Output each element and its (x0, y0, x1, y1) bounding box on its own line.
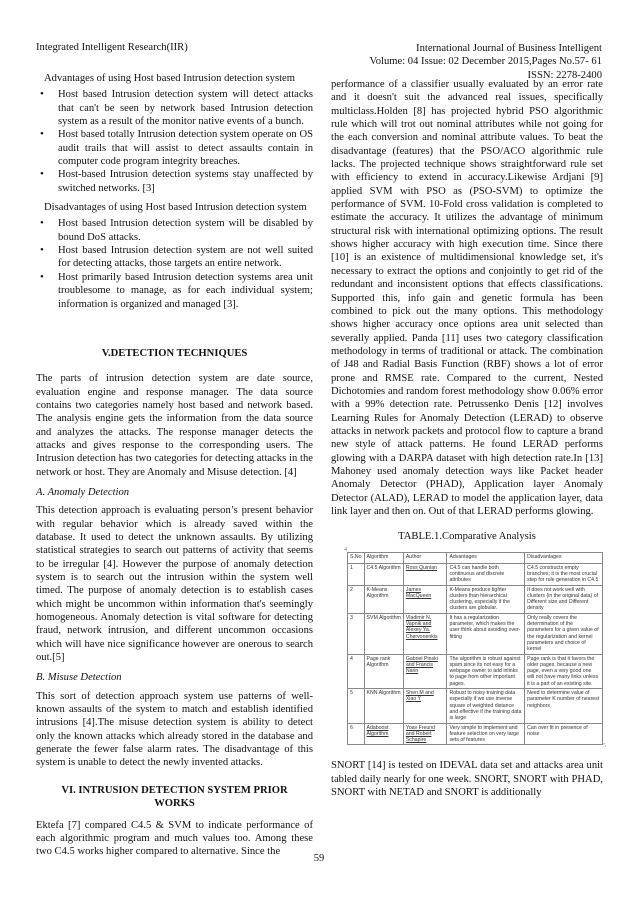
disadvantages-heading: Disadvantages of using Host based Intrusion detection system (44, 202, 307, 214)
table-cell: 5 (348, 689, 365, 723)
disadvantages-list (36, 217, 313, 310)
table-header: Disadvantages (525, 552, 603, 563)
section-title-line: VI. INTRUSION DETECTION SYSTEM PRIOR (61, 784, 288, 796)
table-cell: It has a regularization parameter, which makes the user think about avoiding over-fitting (447, 613, 525, 654)
advantages-heading: Advantages of using Host based Intrusion detection system (44, 73, 295, 84)
paragraph: This detection approach is evaluating person’s present behavior with regular behavior which is already saved within the database. It used to detect the unknown assaults. By utilizing statistical strategies to search out patterns of activity that seems to be irregular [4]. However the purpose of anomaly detection system is to search out the intrusion within the system well timed. The purpose of anomaly detection is to establish cases which might be uncommon within information that's seemingly homogeneous. Anomaly detection is vital software for detecting fraud, network intrusion, and different uncommon occasions which will have nice significance however are onerous to search out.[5] (36, 505, 313, 664)
table-header: Author (403, 552, 447, 563)
table-cell: K-Means produce tighter clusters than hierarchical clustering, especially if the clusters are globular. (447, 585, 525, 613)
table-cell: Can over fit in presence of noise (525, 723, 603, 745)
subsection-title-misuse: B. Misuse Detection (36, 672, 122, 684)
table-row (348, 613, 603, 654)
table-header: Advantages (447, 552, 525, 563)
paragraph: This sort of detection approach system use patterns of well-known assaults of the system to match and establish identified intrusions [4].The misuse detection system is ability to detect only the known attacks which already stored in the database and generate the fewer false alarm rates. The disadvantage of this system is unable to detect the newly invented attacks. (36, 690, 313, 769)
paragraph: Ektefa [7] compared C4.5 & SVM to indicate performance of each algorithmic program and much values too. Among these two C4.5 works higher compared to alternative. Since the (36, 819, 313, 858)
section-title-line: WORKS (154, 798, 195, 810)
section-title-detection-techniques: V.DETECTION TECHNIQUES (101, 347, 248, 359)
list-item: • Host based Intrusion detection system will be disabled by bound DoS attacks. (36, 217, 313, 244)
table-corner-mark: 4 (344, 546, 347, 553)
table-cell: Very simple to implement and feature selection on very large sets of features (447, 723, 525, 745)
table-cell: Adaboost Algorithm (364, 723, 403, 745)
list-item: • Host based totally Intrusion detection system operate on OS audit trails that will assist to detect assaults contain in computer code program integrity breaches. (36, 128, 313, 168)
table-cell: 1 (348, 563, 365, 585)
table-cell: Only really covers the determination of the parameters for a given value of the regularization and kernel parameters and choice of kernel (525, 613, 603, 654)
journal-issn: ISSN: 2278-2400 (527, 69, 602, 81)
table-cell: 6 (348, 723, 365, 745)
paragraph: performance of a classifier usually evaluated by an error rate and it doesn't suit the advanced real issues, specifically multiclass.Holden [8] has projected hybrid PSO algorithmic rule which will trot out nominal attributes while not going for the each conversion and nominal attribute values. To beat the disadvantage (features) that the PSO/ACO algorithmic rule lacks. The projected technique shows straightforward rule set with efficiency to extend in accuracy.Likewise Ardjani [9] applied SVM with PSO as (PSO-SVM) to optimize the performance of SVM. 10-Fold cross validation is completed to estimate the accuracy. It utilizes the advantage of minimum structural risk with international optimizing options. The result shows higher accuracy with high execution time. Since there [10] is an existence of multidimensional knowledge set, it's necessary to extract the options and conjointly to get rid of the redundant and inconsistent options that effects classifications. Supported this, info gain and genetic formula has been combined to pick out the many options. This methodology shows higher accuracy once options area unit selected than severally applied. Panda [11] uses two category classification methodology in terms of traditional or attack. The combination of J48 and Radial Basis Function (RBF) shows a lot of error prone and RMSE rate. Compared to the current, Nested Dichotomies and random forest methodology show 0.06% error with a 99% detection rate. Petrussenko Denis [12] involves Learning Rules for Anomaly Detection (LERAD) to observe attacks in network packets and protocol flow to capture a brand new style of attack patterns. He found LERAD performs glowing with a DARPA dataset with high detection rate.In [13] Mahoney used anomaly detection ways like Packet header Anomaly Detector (PHAD), Application layer Anomaly Detector (ALAD), LERAD to model the application layer, data link layer and then on. Out of that LERAD performs glowing. (331, 79, 603, 517)
table-row (348, 654, 603, 688)
table-end-mark: 5 (603, 743, 606, 750)
table-cell: C4.5 constructs empty branches; it is the most crucial step for rule generation in C4.5 (525, 563, 603, 585)
table-row (348, 723, 603, 745)
table-cell: The algorithm is robust against spam since its not easy for a webpage owner to add inlinks to page from other important pages. (447, 654, 525, 688)
table-cell: C4.5 Algorithm (364, 563, 403, 585)
table-caption: TABLE.1.Comparative Analysis (398, 531, 536, 543)
table-cell: Robust to noisy training data especially if we use inverse square of weighted distance and effective if the training data is large (447, 689, 525, 723)
table-row (348, 585, 603, 613)
right-column (331, 78, 606, 799)
page-number: 59 (313, 853, 325, 864)
left-column (36, 72, 313, 859)
table-cell: Page rank is that it favors the older pages, because a new page, even a very good one will not have many links unless it is a part of an existing site. (525, 654, 603, 688)
table-cell: KNN Algorithm (364, 689, 403, 723)
advantages-list (36, 88, 313, 195)
table-cell: SVM Algorithm (364, 613, 403, 654)
table-cell: James MacQueen (403, 585, 447, 613)
table-header: S.No (348, 552, 365, 563)
table-cell: C4.5 can handle both continuous and discrete attributes (447, 563, 525, 585)
table-row (348, 689, 603, 723)
journal-volume: Volume: 04 Issue: 02 December 2015,Pages No.57- 61 (369, 56, 602, 68)
journal-right-header (302, 42, 602, 82)
table-cell: K-Means Algorithm (364, 585, 403, 613)
list-item: • Host based Intrusion detection system are not well suited for detecting attacks, those targets an entire network. (36, 244, 313, 271)
table-header-row (348, 552, 603, 563)
subsection-title-anomaly: A. Anomaly Detection (36, 486, 130, 498)
journal-name: International Journal of Business Intelligent (416, 43, 602, 54)
comparative-analysis-table-image (344, 546, 606, 750)
table-cell: Ross Quinlan (403, 563, 447, 585)
table-cell: Shen M and Xiao Y (403, 689, 447, 723)
table-cell: 2 (348, 585, 365, 613)
section-title-prior-works (36, 784, 313, 811)
table-header: Algorithm (364, 552, 403, 563)
table-cell: Vladimir N. Vapnik and Alexey Ya. Chervonenkis (403, 613, 447, 654)
table-cell: Yoav Freund and Robert Schapire (403, 723, 447, 745)
paragraph: The parts of intrusion detection system are date source, evaluation engine and response manager. The data source contains two categories namely host based and network based. The analysis engine gets the information from the data source and analyzes the attacks. The response manager detects the attacks and gives response to the corresponding users. The Intrusion detection has two categories for detecting attacks in the network or host. They are Anomaly and Misuse detection. [4] (36, 373, 313, 478)
table-cell: Need to determine value of parameter K number of nearest neighbors (525, 689, 603, 723)
paragraph: SNORT [14] is tested on IDEVAL data set and attacks area unit tabled daily nearly for one week. SNORT, SNORT with PHAD, SNORT with NETAD and SNORT is additionally (331, 760, 603, 799)
table-cell: It does not work well with clusters (in the original data) of Different size and Different density (525, 585, 603, 613)
table-row (348, 563, 603, 585)
table-cell: 3 (348, 613, 365, 654)
list-item: • Host-based Intrusion detection systems stay unaffected by switched networks. [3] (36, 168, 313, 195)
table-cell: Page rank Algorithm (364, 654, 403, 688)
journal-left-header: Integrated Intelligent Research(IIR) (36, 42, 188, 53)
table-cell: Gabriel Pinski and Francis Narin (403, 654, 447, 688)
list-item: • Host based Intrusion detection system will detect attacks that can't be seen by network based Intrusion detection system as a result of the monitor native events of a bunch. (36, 88, 313, 128)
comparative-analysis-table (347, 552, 603, 746)
table-cell: 4 (348, 654, 365, 688)
list-item: • Host primarily based Intrusion detection systems area unit troublesome to manage, as for each individual system; information is organized and managed [3]. (36, 271, 313, 311)
